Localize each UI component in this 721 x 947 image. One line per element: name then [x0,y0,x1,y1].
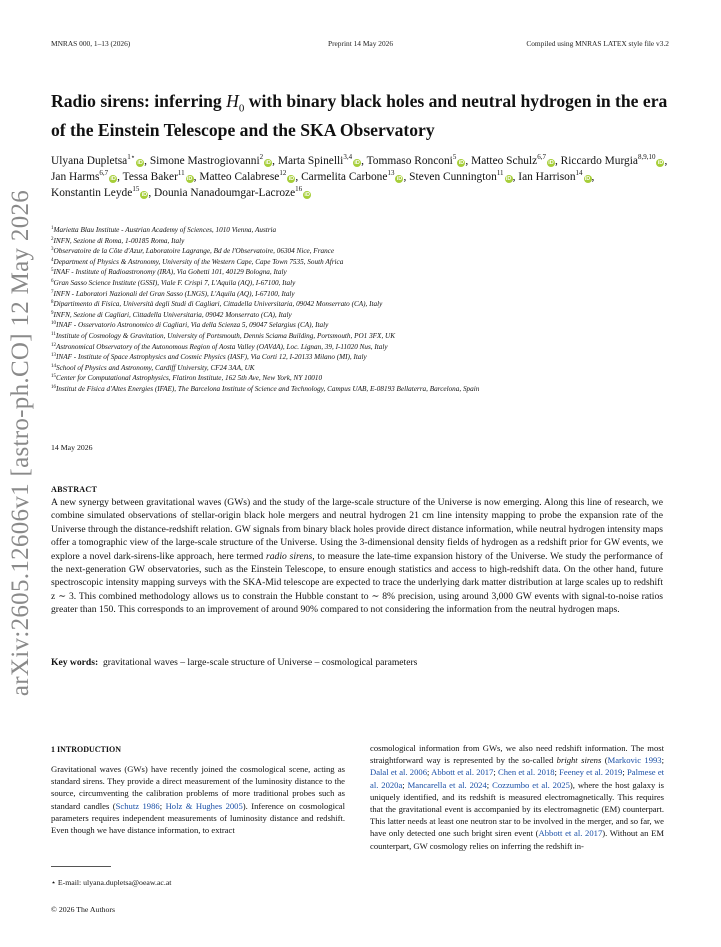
author-affiliation-marker: 13 [387,169,395,177]
affiliation-text: INFN, Sezione di Roma, 1-00185 Roma, Italy [53,236,185,245]
author [199,171,298,183]
author-name: Konstantin Leyde [51,187,133,199]
orcid-icon[interactable]: iD [354,160,360,166]
orcid-icon[interactable]: iD [288,176,295,182]
author-separator: , [193,171,197,183]
author-affiliation-marker: 3,4 [343,153,353,161]
orcid-icon[interactable]: iD [304,192,310,198]
author [51,187,151,199]
affiliation-number: 1 [51,226,54,231]
author-separator: , [361,155,364,167]
text-run: ; [427,767,432,778]
affiliation-number: 12 [51,342,56,348]
orcid-icon[interactable]: iD [110,176,116,182]
author [518,171,594,183]
intro-column-left [51,763,345,836]
affiliation-text: INFN - Laboratori Nazionali del Gran Sasso (LNGS), L'Aquila (AQ), I-67100, Italy [53,289,295,298]
affiliation [51,352,676,363]
affiliation-number: 10 [51,321,56,327]
affiliation-text: Dipartimento di Fisica, Università degli Studi di Cagliari, Cittadella Universitaria, 09042 Monserrato (CA), Italy [53,300,383,309]
author-separator: , [403,171,407,183]
affiliation [51,373,676,384]
citation-link[interactable]: Chen et al. 2018 [498,767,555,778]
affiliation [51,278,676,289]
affiliation-number: 5 [51,268,54,274]
title-part2: with binary black holes and neutral hydrogen in the era of the Einstein Telescope and the SKA Observatory [51,91,668,140]
affiliation-text: Astronomical Observatory of the Autonomous Region of Aosta Valley (OAVdA), Loc. Lignan, 39, I-11020 Nus, Italy [56,342,388,351]
author-separator: , [117,171,121,183]
footnote-rule [51,866,111,867]
citation-link[interactable]: Feeney et al. 2019 [559,767,623,778]
author [51,155,147,167]
author-separator: , [664,155,668,167]
title-symbol: H [226,91,239,111]
title-subscript: 0 [238,102,245,115]
keywords-text: gravitational waves – large-scale structure of Universe – cosmological parameters [102,657,418,668]
copyright-line: © 2026 The Authors [51,905,116,914]
affiliation-text: Department of Physics & Astronomy, University of the Western Cape, Cape Town 7535, South Africa [53,257,344,266]
running-header-preprint-date: Preprint 14 May 2026 [327,39,394,48]
affiliation-text: INAF - Osservatorio Astronomico di Cagliari, Via della Scienza 5, 09047 Selargius (CA), Italy [56,321,329,330]
author-separator: , [144,155,147,167]
arxiv-stamp-text: arXiv:2605.12606v1 [astro-ph.CO] 12 May 2026 [7,189,34,697]
keywords-label: Key words: [51,657,99,668]
author-affiliation-marker: 11 [496,169,504,177]
citation-link[interactable]: Schutz 1986 [115,800,160,811]
author-affiliation-marker: 11 [177,169,185,177]
citation-link[interactable]: Holz & Hughes 2005 [165,800,243,811]
author-affiliation-marker: 15 [132,185,140,193]
author [278,155,364,167]
author-affiliation-marker: 8,9,10 [637,153,656,161]
text-run: ). Without an EM counterpart, GW cosmology relies on inferring the redshift in- [370,828,665,851]
citation-link[interactable]: Markovic 1993 [607,755,662,766]
author-affiliation-marker: 16 [295,185,303,193]
abstract-heading: ABSTRACT [51,485,98,494]
affiliation [51,267,676,278]
affiliation-text: Center for Computational Astrophysics, Flatiron Institute, 162 5th Ave, New York, NY 10010 [56,374,323,383]
affiliation-text: INAF - Institute of Space Astrophysics and Cosmic Physics (IASF), Via Corti 12, I-20133 Milano (MI), Italy [56,353,367,362]
text-run: ), where the host galaxy is uniquely identified, and its redshift is measured electromagnetically. This requires that the gravitational event is accompanied by its electromagnetic (EM) counterpart. This latter needs at least one neutron star to be involved in the merger, and so far, we have only detected one such bright siren event ( [370,779,664,839]
author-name: Carmelita Carbone [301,171,388,183]
author-name: Dounia Nanadoumgar-Lacroze [154,187,296,199]
affiliation-text: INFN, Sezione di Cagliari, Cittadella Universitaria, 09042 Monserrato (CA), Italy [53,310,292,319]
text-run: ; [486,779,493,790]
text-run: ; [661,755,664,766]
running-header-style-note: Compiled using MNRAS LATEX style file v3.2 [526,39,669,48]
affiliation-text: School of Physics and Astronomy, Cardiff University, CF24 3AA, UK [56,363,255,372]
received-date: 14 May 2026 [51,443,93,452]
author [409,171,515,183]
affiliation-text: Institut de Física d'Altes Energies (IFAE), The Barcelona Institute of Science and Technology, Campus UAB, E-08193 Bellaterra, Barcelona, Spain [56,384,480,393]
affiliation-number: 15 [51,374,56,380]
affiliation-number: 6 [51,278,54,284]
orcid-icon[interactable]: iD [458,160,465,166]
orcid-icon[interactable]: iD [186,176,193,182]
affiliation-number: 4 [51,257,54,263]
author [154,187,311,199]
affiliation [51,342,676,353]
text-run: ; [402,779,408,790]
author-name: Marta Spinelli [277,155,344,167]
affiliation-text: Observatoire de la Côte d'Azur, Laboratoire Lagrange, Bd de l'Observatoire, 06304 Nice, France [53,247,335,256]
affiliation-number: 3 [51,247,54,253]
affiliation-number: 8 [51,300,54,306]
abstract-text-2: , to measure the late-time expansion history of the Universe. We study the performance of the next-generation GW observatories, such as the Einstein Telescope, to ensure enough statistics and access to high-redshift data. On the other hand, future spectroscopic intensity mapping surveys with the SKA-Mid telescope are expected to trace the underlying dark matter distribution at large scales up to redshift z ∼ 3. This combined methodology allows us to constrain the Hubble constant to ∼ 8% precision, using around 3,000 GW events with signal-to-noise ratios greater than 150. This corresponds to an improvement of around 90% compared to not considering the information from the neutral hydrogen maps. [51,550,663,616]
author-affiliation-marker: 14 [575,169,583,177]
affiliation-number: 7 [51,289,54,295]
text-run: ( [601,755,608,766]
author-affiliation-marker: 6,7 [537,153,546,161]
citation-link[interactable]: Dalal et al. 2006 [370,767,427,778]
affiliation [51,289,676,300]
text-run: ; [159,800,166,811]
affiliation-text: Gran Sasso Science Institute (GSSI), Viale F. Crispi 7, L'Aquila (AQ), I-67100, Italy [53,278,296,287]
orcid-icon[interactable]: iD [396,176,403,182]
author-affiliation-marker: 2 [259,153,264,161]
intro-column-right [370,742,664,852]
affiliation [51,225,676,236]
author [51,171,120,183]
orcid-icon[interactable]: iD [584,176,591,182]
affiliation-number: 9 [51,310,54,316]
running-header-journal: MNRAS 000, 1–13 (2026) [51,39,131,48]
author [561,155,668,167]
abstract-italic-term: radio sirens [266,550,313,562]
affiliation-number: 14 [51,363,56,369]
affiliation [51,299,676,310]
author-name: Jan Harms [51,171,100,183]
orcid-icon[interactable]: iD [505,176,512,182]
affiliation [51,363,676,374]
author [150,155,275,167]
affiliation [51,310,676,321]
author-name: Riccardo Murgia [560,155,638,167]
author [367,155,469,167]
affiliation-number: 16 [51,384,56,390]
author-affiliation-marker: 1⋆ [127,153,136,161]
footnote-email: ⋆ E-mail: ulyana.dupletsa@oeaw.ac.at [51,878,172,887]
author-name: Ulyana Dupletsa [51,155,128,167]
affiliation-number: 2 [51,236,54,242]
affiliation [51,246,676,257]
orcid-icon[interactable]: iD [137,160,143,166]
orcid-icon[interactable]: iD [141,192,148,198]
orcid-icon[interactable]: iD [548,160,554,166]
affiliation [51,257,676,268]
citation-link[interactable]: Palmese et al. 2020a [370,767,665,790]
affiliation-list [51,225,676,395]
citation-link[interactable]: Mancarella et al. 2024 [407,779,487,790]
affiliation [51,320,676,331]
text-run: cosmological information from GWs, we also need redshift information. The most straightforward way is represented by the so-called [370,743,664,766]
affiliation-number: 11 [51,331,56,337]
affiliation-text: Institute of Cosmology & Gravitation, University of Portsmouth, Dennis Sciama Building, Portsmouth, PO1 3FX, UK [55,331,396,340]
author [123,171,197,183]
text-run: Gravitational waves (GWs) have recently joined the cosmological scene, acting as standard sirens. They provide a direct measurement of the luminosity distance to the source, circumventing the calibration problems of more traditional probes such as standard candles ( [51,764,345,811]
author-affiliation-marker: 12 [279,169,287,177]
author-name: Ian Harrison [518,171,576,183]
italic-term: bright sirens [556,755,602,766]
author-name: Simone Mastrogiovanni [149,155,260,167]
author-name: Matteo Schulz [471,155,538,167]
author-separator: , [465,155,469,167]
title-part1: Radio sirens: inferring [51,91,227,111]
author-name: Matteo Calabrese [199,171,280,183]
author-name: Tessa Baker [122,171,178,183]
citation-link[interactable]: Cozzumbo et al. 2025 [492,779,570,790]
text-run: ; [622,767,627,778]
author-separator: , [295,171,299,183]
orcid-icon[interactable]: iD [657,160,664,166]
orcid-icon[interactable]: iD [265,160,271,166]
author-separator: , [554,155,558,167]
text-run: ; [554,767,560,778]
author-affiliation-marker: 5 [452,153,457,161]
author-name: Steven Cunnington [409,171,497,183]
abstract-text-1: A new synergy between gravitational waves (GWs) and the study of the large-scale structure of the Universe is now emerging. Along this line of research, we combine simulated observations of stellar-origin black hole mergers and neutral hydrogen 21 cm line intensity mapping to probe the expansion rate of the Universe through the distance-redshift relation. GW signals from binary black holes provide direct distance information, while neutral hydrogen intensity maps offer a tomographic view of the large-scale structure of the Universe. Using the 3-dimensional density fields of hydrogen as a redshift prior for GW events, we explore a novel dark-sirens-like approach, here termed [51,497,663,562]
author-name: Tommaso Ronconi [366,155,453,167]
author [301,171,406,183]
text-run: ). Inference on cosmological parameters requires independent measurements of luminosity distance and redshift. Even though we have distance information, to extract [51,800,345,836]
author [471,155,558,167]
keywords [51,657,663,668]
author-separator: , [272,155,275,167]
abstract-body [51,496,663,617]
author-separator: , [148,187,152,199]
affiliation-text: Marietta Blau Institute - Austrian Academy of Sciences, 1010 Vienna, Austria [53,226,277,234]
author-separator: , [591,171,595,183]
affiliation-number: 13 [51,353,56,359]
text-run: ; [493,767,499,778]
author-affiliation-marker: 6,7 [99,169,109,177]
affiliation-text: INAF - Institute of Radioastronomy (IRA), Via Gobetti 101, 40129 Bologna, Italy [53,268,287,277]
affiliation [51,384,676,395]
citation-link[interactable]: Abbott et al. 2017 [538,828,603,839]
citation-link[interactable]: Abbott et al. 2017 [431,767,494,778]
section-heading-introduction: 1 INTRODUCTION [51,745,122,754]
affiliation [51,236,676,247]
author-list [51,153,676,201]
author-separator: , [512,171,516,183]
affiliation [51,331,676,342]
paper-title [51,91,676,141]
